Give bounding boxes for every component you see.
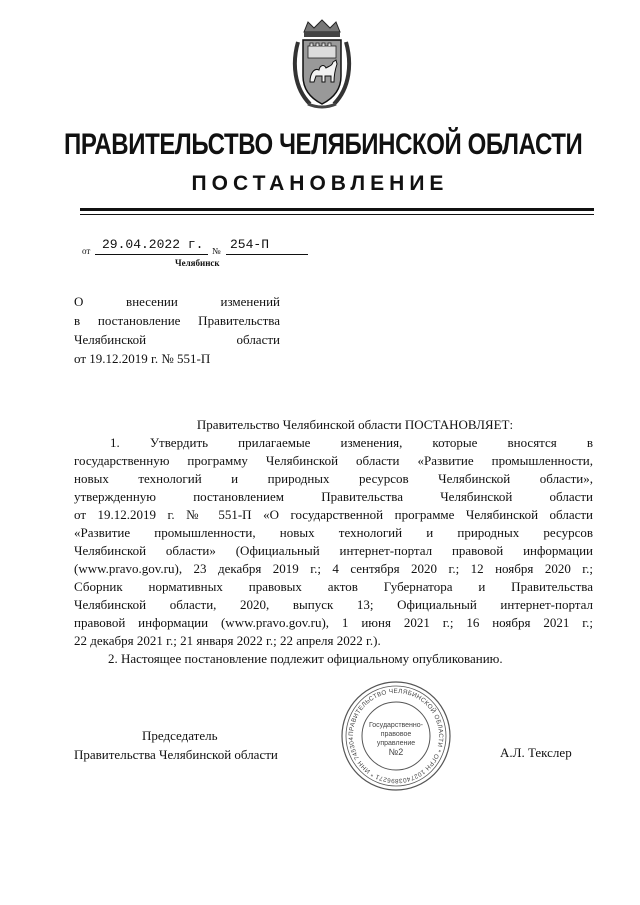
number-prefix: №: [212, 246, 221, 256]
official-seal-icon: [340, 680, 452, 792]
subject-line: Челябинской области: [74, 332, 280, 347]
seal-ring-text: ПРАВИТЕЛЬСТВО ЧЕЛЯБИНСКОЙ ОБЛАСТИ * ОГРН 1027403896271 * ИНН 745304: [347, 687, 445, 785]
paragraph-1-line: Сборник нормативных правовых актов Губернатора и Правительства: [74, 579, 593, 594]
paragraph-1-line: государственную программу Челябинской области «Развитие промышленности,: [74, 453, 593, 468]
paragraph-1-line: Челябинской области» (Официальный интернет-портал правовой информации: [74, 543, 593, 558]
coat-of-arms-icon: [292, 18, 352, 110]
city-label: Челябинск: [175, 258, 220, 268]
document-number: 254-П: [230, 237, 270, 252]
paragraph-1-line: Челябинской области, 2020, выпуск 13; Официальный интернет-портал: [74, 597, 593, 612]
header-rule-thick: [80, 208, 594, 211]
number-underline: [226, 254, 308, 255]
signer-role-line-2: Правительства Челябинской области: [74, 747, 278, 762]
signer-name: А.Л. Текслер: [500, 745, 572, 760]
document-date: 29.04.2022 г.: [102, 237, 204, 252]
subject-line: в постановление Правительства: [74, 313, 280, 328]
seal-inner-line: управление: [376, 740, 416, 747]
body-text: [74, 434, 593, 668]
date-number-row: [80, 237, 320, 259]
date-prefix: от: [82, 246, 91, 256]
paragraph-1-line: 1. Утвердить прилагаемые изменения, которые вносятся в: [110, 435, 593, 450]
paragraph-2: 2. Настоящее постановление подлежит официальному опубликованию.: [108, 651, 503, 666]
paragraph-1-line: правовой информации (www.pravo.gov.ru), 1 июня 2021 г.; 16 ноября 2021 г.;: [74, 615, 593, 630]
seal-inner-line: правовое: [380, 731, 412, 738]
paragraph-1-line: «Развитие промышленности, новых технологий и природных ресурсов: [74, 525, 593, 540]
seal-inner-line: №2: [388, 747, 404, 757]
signer-role-line-1: Председатель: [142, 728, 218, 743]
subject-line: от 19.12.2019 г. № 551-П: [74, 351, 211, 366]
seal-inner-line: Государственно-: [368, 722, 424, 729]
subject-block: [74, 292, 280, 368]
resolves-line: Правительство Челябинской области ПОСТАНОВЛЯЕТ:: [196, 417, 514, 432]
organization-title: ПРАВИТЕЛЬСТВО ЧЕЛЯБИНСКОЙ ОБЛАСТИ: [64, 128, 583, 161]
subject-line: О внесении изменений: [74, 294, 280, 309]
date-underline: [95, 254, 208, 255]
paragraph-1-line: 22 декабря 2021 г.; 21 января 2022 г.; 22 апреля 2022 г.).: [74, 633, 381, 648]
signer-role: [74, 726, 314, 764]
paragraph-1-line: от 19.12.2019 г. № 551-П «О государственной программе Челябинской области: [74, 507, 593, 522]
header-rule-thin: [80, 214, 594, 215]
paragraph-1-line: новых технологий и природных ресурсов Челябинской области»,: [74, 471, 593, 486]
paragraph-1-line: (www.pravo.gov.ru), 23 декабря 2019 г.; 4 сентября 2020 г.; 12 ноября 2020 г.;: [74, 561, 593, 576]
document-type-title: ПОСТАНОВЛЕНИЕ: [191, 172, 449, 195]
paragraph-1-line: утвержденную постановлением Правительства Челябинской области: [74, 489, 593, 504]
